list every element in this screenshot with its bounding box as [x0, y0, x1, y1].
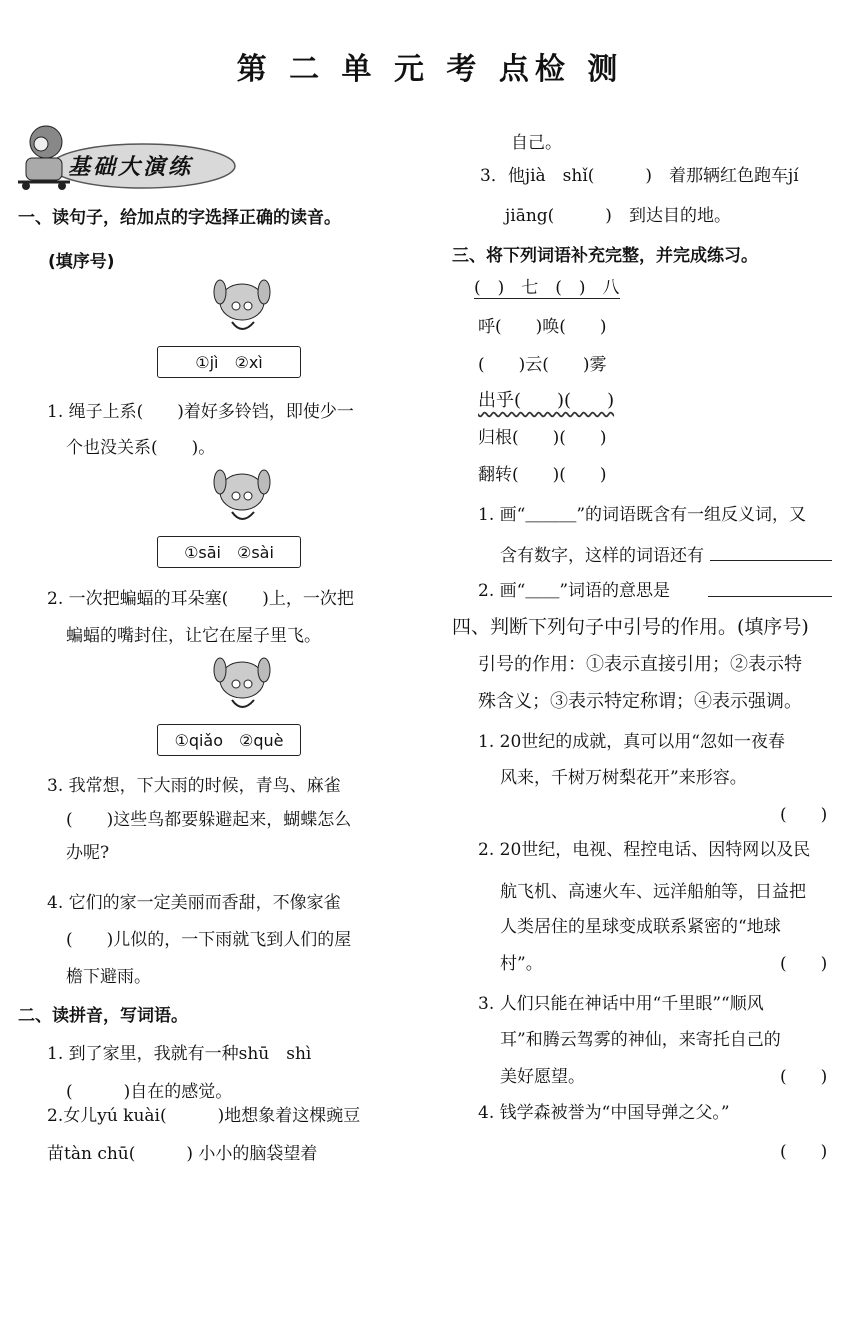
s4-q3-line2: 耳”和腾云驾雾的神仙，来寄托自己的	[500, 1030, 781, 1050]
section2-heading: 二、读拼音，写词语。	[18, 1006, 188, 1026]
option-b: ②xì	[234, 352, 263, 372]
idiom-1: ( ) 七 ( ) 八	[474, 273, 620, 299]
s3-p1-line1: 1. 画“＿＿＿”的词语既含有一组反义词，又	[478, 505, 807, 525]
answer-paren: ( )	[780, 805, 828, 825]
section1-heading: 一、读句子，给加点的字选择正确的读音。	[18, 208, 341, 228]
s2-q1-line1: 1. 到了家里，我就有一种shū shì	[47, 1044, 312, 1064]
answer-line	[710, 560, 832, 561]
s1-q3-line3: 办呢?	[66, 843, 110, 863]
s2-q1-line2: ( )自在的感觉。	[66, 1082, 233, 1102]
option-a: ①jì	[195, 352, 219, 372]
s1-q3-line1: 3. 我常想，下大雨的时候，青鸟、麻雀	[47, 776, 341, 796]
s4-q1-line1: 1. 20世纪的成就，真可以用“忽如一夜春	[478, 732, 785, 752]
idiom-5: 归根( )( )	[478, 428, 607, 448]
s4-intro1: 引号的作用：①表示直接引用；②表示特	[478, 654, 802, 675]
section3-heading: 三、将下列词语补充完整，并完成练习。	[452, 246, 758, 266]
section1-sub: (填序号)	[48, 252, 115, 272]
option-a: ①sāi	[184, 542, 221, 562]
idiom-6: 翻转( )( )	[478, 465, 607, 485]
pinyin-options-2	[157, 536, 301, 568]
answer-paren: ( )	[780, 1067, 828, 1087]
section4-heading: 四、判断下列句子中引号的作用。(填序号)	[452, 616, 809, 638]
s4-intro2: 殊含义；③表示特定称谓；④表示强调。	[478, 691, 802, 712]
s1-q2-line2: 蝙蝠的嘴封住，让它在屋子里飞。	[66, 626, 321, 646]
answer-line	[708, 596, 832, 597]
idiom-2: 呼( )唤( )	[478, 317, 607, 337]
s2-q3-line2: jiāng( ) 到达目的地。	[505, 206, 731, 226]
s1-q4-line1: 4. 它们的家一定美丽而香甜，不像家雀	[47, 893, 341, 913]
s4-q2-line2: 航飞机、高速火车、远洋船舶等，日益把	[500, 882, 806, 902]
s1-q4-line2: ( )儿似的，一下雨就飞到人们的屋	[66, 930, 352, 950]
banner-title: 基础大演练	[68, 155, 194, 180]
s2-q2-line2: 苗tàn chū( ) 小小的脑袋望着	[47, 1144, 318, 1164]
s2-q2-line1: 2.女儿yú kuài( )地想象着这棵豌豆	[47, 1106, 361, 1126]
s4-q1-line2: 风来，千树万树梨花开”来形容。	[500, 768, 747, 788]
s4-q2-line1: 2. 20世纪，电视、程控电话、因特网以及民	[478, 840, 811, 860]
s2-q3-line1: 3．他jià shǐ( ) 着那辆红色跑车jí	[480, 166, 799, 186]
option-b: ②què	[239, 730, 284, 750]
pinyin-options-3	[157, 724, 301, 756]
mascot-icon	[202, 656, 282, 720]
mascot-icon	[202, 278, 282, 342]
s1-q2-line1: 2. 一次把蝙蝠的耳朵塞( )上，一次把	[47, 589, 354, 609]
s1-q1-line1: 1. 绳子上系( )着好多铃铛，即使少一	[47, 402, 354, 422]
s4-q2-line4: 村”。	[500, 954, 543, 974]
option-a: ①qiǎo	[174, 730, 224, 750]
idiom-3: ( )云( )雾	[478, 355, 607, 375]
pinyin-options-1	[157, 346, 301, 378]
answer-paren: ( )	[780, 1142, 828, 1162]
s4-q3-line3: 美好愿望。	[500, 1067, 585, 1087]
s3-p1-line2: 含有数字，这样的词语还有	[500, 546, 704, 566]
mascot-icon	[202, 468, 282, 532]
s1-q3-line2: ( )这些鸟都要躲避起来，蝴蝶怎么	[66, 810, 352, 830]
s4-q3-line1: 3. 人们只能在神话中用“千里眼”“顺风	[478, 994, 764, 1014]
s4-q4-line1: 4. 钱学森被誉为“中国导弹之父。”	[478, 1103, 730, 1123]
option-b: ②sài	[237, 542, 274, 562]
s4-q2-line3: 人类居住的星球变成联系紧密的“地球	[500, 917, 781, 937]
s1-q1-line2: 个也没关系( )。	[66, 438, 216, 458]
s3-p2: 2. 画“＿＿”词语的意思是	[478, 581, 671, 601]
answer-paren: ( )	[780, 954, 828, 974]
idiom-4: 出乎( )( )	[478, 390, 615, 411]
s2-q2-line3: 自己。	[511, 133, 562, 153]
page-title: 第 二 单 元 考 点检 测	[236, 52, 624, 87]
s1-q4-line3: 檐下避雨。	[66, 967, 151, 987]
